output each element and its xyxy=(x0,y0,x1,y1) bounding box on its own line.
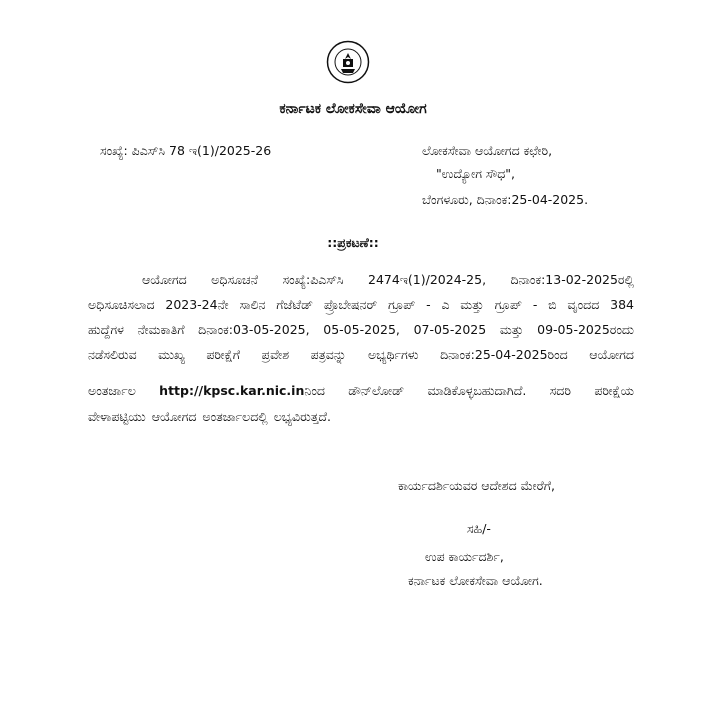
notice-line: ನಡೆಸಲಿರುವ ಮುಖ್ಯ ಪರೀಕ್ಷೆಗೆ ಪ್ರವೇಶ ಪತ್ರವನ್ನು ಅಭ್ಯರ್ಥಿಗಳು ದಿನಾಂಕ:25-04-2025ರಿಂದ ಆಯೋಗದ xyxy=(88,347,634,362)
signature-designation: ಉಪ ಕಾರ್ಯದರ್ಶಿ, xyxy=(425,549,504,564)
office-address-line: ಲೋಕಸೇವಾ ಆಯೋಗದ ಕಛೇರಿ, xyxy=(422,143,553,158)
notice-line: ಅಧಿಸೂಚಿಸಲಾದ 2023-24ನೇ ಸಾಲಿನ ಗೆಜೆಟೆಡ್ ಪ್ರೊಬೇಷನರ್ ಗ್ರೂಪ್ - ಎ ಮತ್ತು ಗ್ರೂಪ್ - ಬಿ ವೃಂದದ 384 xyxy=(88,297,634,312)
signature-signed: ಸಹಿ/- xyxy=(467,521,491,536)
notice-line xyxy=(88,383,634,399)
kpsc-emblem-icon xyxy=(326,40,370,84)
notice-line: ಹುದ್ದೆಗಳ ನೇಮಕಾತಿಗೆ ದಿನಾಂಕ:03-05-2025, 05-05-2025, 07-05-2025 ಮತ್ತು 09-05-2025ರಂದು xyxy=(88,322,634,337)
notice-line: ಆಯೋಗದ ಅಧಿಸೂಚನೆ ಸಂಖ್ಯೆ:ಪಿಎಸ್‌ಸಿ 2474ಇ(1)/2024-25, ದಿನಾಂಕ:13-02-2025ರಲ್ಲಿ xyxy=(142,272,634,287)
signature-order: ಕಾರ್ಯದರ್ಶಿಯವರ ಆದೇಶದ ಮೇರೆಗೆ, xyxy=(398,478,555,493)
office-address-line: "ಉದ್ಯೋಗ ಸೌಧ", xyxy=(436,166,516,181)
page-title: ಕರ್ನಾಟಕ ಲೋಕಸೇವಾ ಆಯೋಗ xyxy=(279,101,427,117)
notice-line: ವೇಳಾಪಟ್ಟಿಯು ಆಯೋಗದ ಅಂತರ್ಜಾಲದಲ್ಲಿ ಲಭ್ಯವಿರುತ್ತದೆ. xyxy=(88,409,331,424)
notice-line-suffix: ನಿಂದ ಡೌನ್‌ಲೋಡ್ ಮಾಡಿಕೊಳ್ಳಬಹುದಾಗಿದೆ. ಸದರಿ ಪರೀಕ್ಷೆಯ xyxy=(304,383,634,398)
notice-heading: ::ಪ್ರಕಟಣೆ:: xyxy=(327,235,379,250)
office-date-line: ಬೆಂಗಳೂರು, ದಿನಾಂಕ:25-04-2025. xyxy=(422,192,589,207)
signature-office: ಕರ್ನಾಟಕ ಲೋಕಸೇವಾ ಆಯೋಗ. xyxy=(408,573,543,588)
notice-line-prefix: ಅಂತರ್ಜಾಲ xyxy=(88,383,136,398)
reference-number: ಸಂಖ್ಯೆ: ಪಿಎಸ್‌ಸಿ 78 ಇ(1)/2025-26 xyxy=(100,143,272,158)
kpsc-website-link[interactable]: http://kpsc.kar.nic.in xyxy=(159,383,305,398)
